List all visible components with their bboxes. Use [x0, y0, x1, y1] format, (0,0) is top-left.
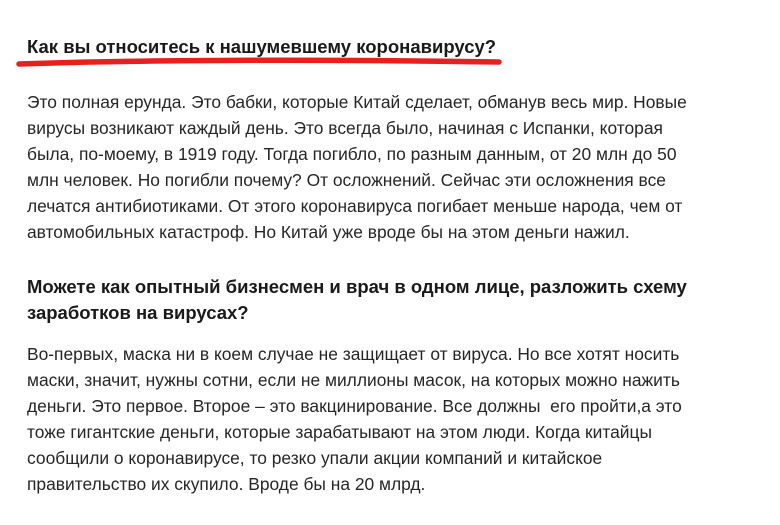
answer1-line: была, по-моему, в 1919 году. Тогда погибло, по разным данным, от 20 млн до 50 [27, 144, 677, 164]
answer1-line: лечатся антибиотиками. От этого коронавируса погибает меньше народа, чем от [27, 196, 683, 216]
answer1-line: Это полная ерунда. Это бабки, которые Китай сделает, обманув весь мир. Новые [27, 92, 687, 112]
question-heading-2 [27, 274, 747, 326]
answer1-line: млн человек. Но погибли почему? От осложнений. Сейчас эти осложнения все [27, 170, 666, 190]
answer-paragraph-2 [27, 341, 742, 497]
answer2-line: тоже гигантские деньги, которые зарабатывают на этом люди. Когда китайцы [27, 422, 652, 442]
underline-stroke [19, 60, 499, 64]
red-underline-highlight [15, 56, 505, 72]
answer-paragraph-1 [27, 89, 742, 245]
answer1-line: вирусы возникают каждый день. Это всегда было, начиная с Испанки, которая [27, 118, 663, 138]
answer2-line: Во-первых, маска ни в коем случае не защищает от вируса. Но все хотят носить [27, 344, 680, 364]
question-heading-1: Как вы относитесь к нашумевшему коронавирусу? [27, 36, 497, 57]
answer2-line: маски, значит, нужны сотни, если не миллионы масок, на которых можно нажить [27, 370, 680, 390]
answer2-line: сообщили о коронавирусе, то резко упали акции компаний и китайское [27, 448, 603, 468]
answer2-line: деньги. Это первое. Второе – это вакцинирование. Все должны его пройти,а это [27, 396, 682, 416]
answer2-line: правительство их скупило. Вроде бы на 20 млрд. [27, 474, 426, 494]
question2-line: заработков на вирусах? [27, 302, 249, 323]
question2-line: Можете как опытный бизнесмен и врач в одном лице, разложить схему [27, 276, 687, 297]
answer1-line: автомобильных катастроф. Но Китай уже вроде бы на этом деньги нажил. [27, 222, 630, 242]
